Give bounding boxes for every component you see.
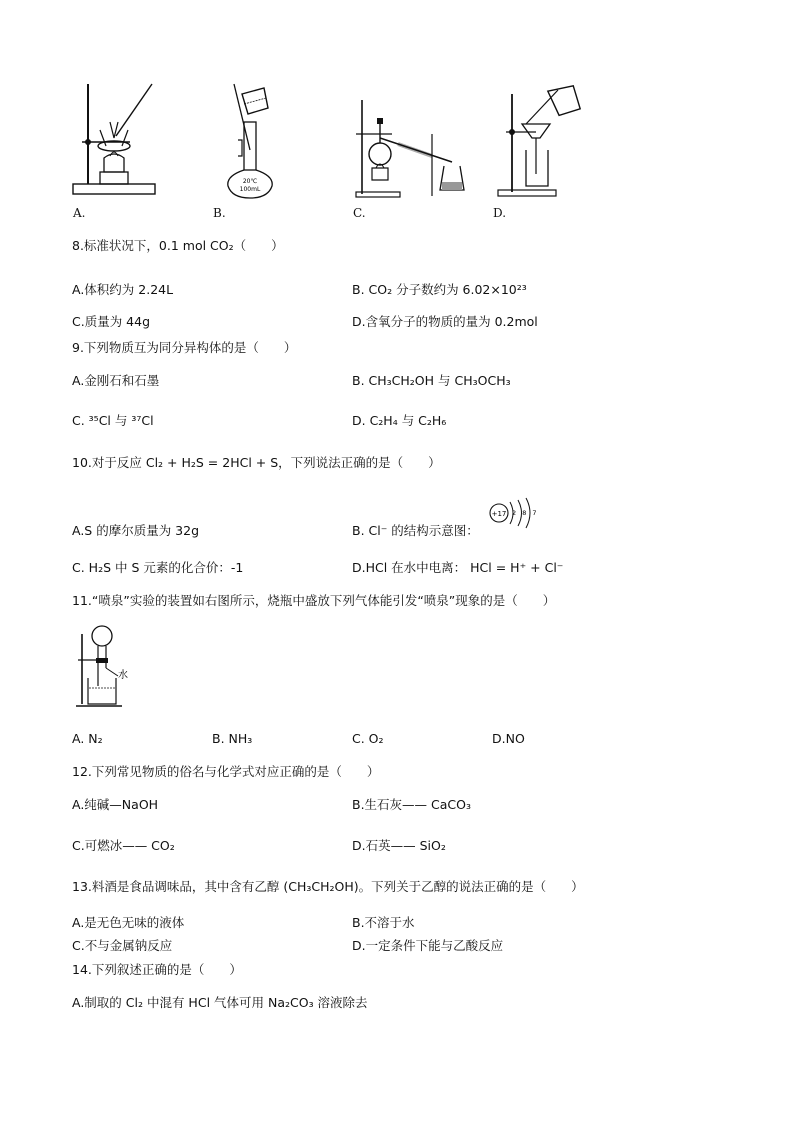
question-8-stem: 8.标准状况下，0.1 mol CO₂（ ） [72,238,284,253]
question-10-option-a[interactable]: A.S 的摩尔质量为 32g [72,523,200,538]
question-9-option-b[interactable]: B. CH₃CH₂OH 与 CH₃OCH₃ [352,373,511,388]
question-13-option-b[interactable]: B.不溶于水 [352,915,415,930]
fountain-experiment-figure [74,622,144,708]
question-9-stem: 9.下列物质互为同分异构体的是（ ） [72,340,297,355]
question-11-option-c[interactable]: C. O₂ [352,731,384,746]
question-11-option-a[interactable]: A. N₂ [72,731,103,746]
question-11-stem: 11.“喷泉”实验的装置如右图所示，烧瓶中盛放下列气体能引发“喷泉”现象的是（ ） [72,593,556,608]
option-b-label: B. [213,206,226,220]
question-12-stem: 12.下列常见物质的俗名与化学式对应正确的是（ ） [72,764,380,779]
question-13-option-d[interactable]: D.一定条件下能与乙酸反应 [352,938,504,953]
option-c-label: C. [353,206,366,220]
flask-temp-text: 20℃ [242,178,258,185]
water-label: 水 [118,670,128,681]
question-8-option-c[interactable]: C.质量为 44g [72,314,151,329]
option-d-label: D. [493,206,507,220]
apparatus-d-figure [496,84,592,200]
question-10-option-d[interactable]: D.HCl 在水中电离： HCl = H⁺ + Cl⁻ [352,560,564,575]
question-9-option-a[interactable]: A.金刚石和石墨 [72,373,160,388]
question-8-option-b[interactable]: B. CO₂ 分子数约为 6.02×10²³ [352,282,527,297]
flask-volume-text: 100mL [239,186,261,193]
question-14-stem: 14.下列叙述正确的是（ ） [72,962,242,977]
question-9-option-c[interactable]: C. ³⁵Cl 与 ³⁷Cl [72,413,154,428]
chloride-ion-structure-diagram [488,496,538,530]
question-10-stem: 10.对于反应 Cl₂ + H₂S = 2HCl + S，下列说法正确的是（ ） [72,455,441,470]
ion-nucleus-text: +17 [491,510,507,518]
option-a-label: A. [73,206,86,220]
question-14-option-a[interactable]: A.制取的 Cl₂ 中混有 HCl 气体可用 Na₂CO₃ 溶液除去 [72,995,368,1010]
apparatus-a-figure [70,80,160,200]
question-13-stem: 13.料酒是食品调味品，其中含有乙醇 (CH₃CH₂OH)。下列关于乙醇的说法正确的是（ ） [72,879,584,894]
question-13-option-a[interactable]: A.是无色无味的液体 [72,915,185,930]
question-9-option-d[interactable]: D. C₂H₄ 与 C₂H₆ [352,413,447,428]
question-13-option-c[interactable]: C.不与金属钠反应 [72,938,173,953]
question-12-option-a[interactable]: A.纯碱—NaOH [72,797,159,812]
question-12-option-b[interactable]: B.生石灰—— CaCO₃ [352,797,471,812]
question-10-option-c[interactable]: C. H₂S 中 S 元素的化合价：-1 [72,560,244,575]
question-11-option-d[interactable]: D.NO [492,731,525,746]
question-12-option-d[interactable]: D.石英—— SiO₂ [352,838,446,853]
ion-shells-text: 2 8 7 [512,509,539,517]
question-10-option-b[interactable]: B. Cl⁻ 的结构示意图： [352,523,479,538]
apparatus-c-figure [352,96,472,200]
question-8-option-a[interactable]: A.体积约为 2.24L [72,282,174,297]
apparatus-b-figure [220,80,280,200]
question-12-option-c[interactable]: C.可燃冰—— CO₂ [72,838,175,853]
question-11-option-b[interactable]: B. NH₃ [212,731,253,746]
question-8-option-d[interactable]: D.含氧分子的物质的量为 0.2mol [352,314,538,329]
